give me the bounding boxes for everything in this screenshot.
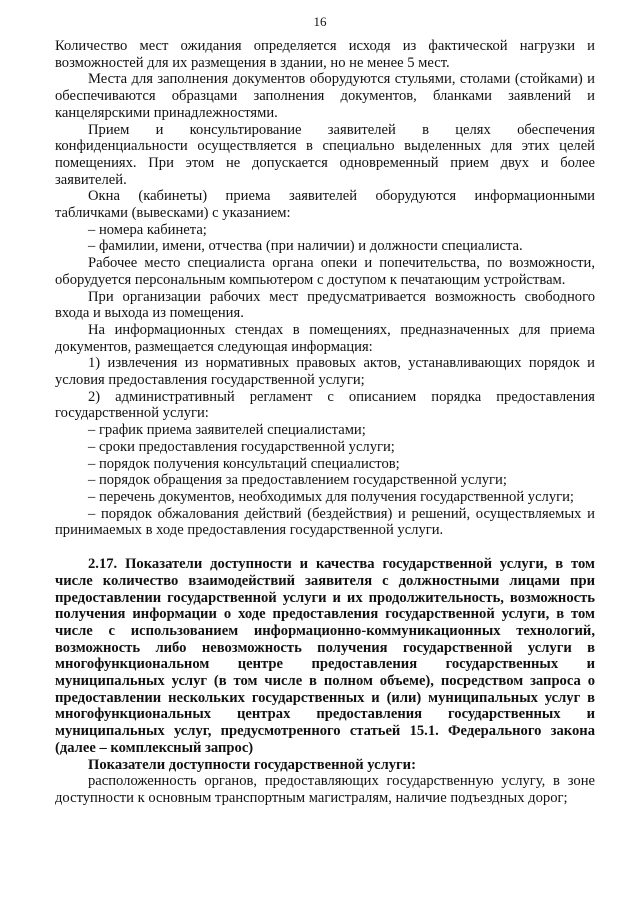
- body-paragraph: Количество мест ожидания определяется исходя из фактической нагрузки и возможностей для их размещения в здании, но не менее 5 мест.: [55, 38, 595, 71]
- body-paragraph: Места для заполнения документов оборудуются стульями, столами (стойками) и обеспечиваются образцами заполнения документов, бланками заявлений и канцелярскими принадлежностями.: [55, 71, 595, 121]
- body-paragraph: – номера кабинета;: [88, 221, 207, 238]
- body-paragraph: – сроки предоставления государственной услуги;: [88, 438, 395, 455]
- body-paragraph: 2) административный регламент с описанием порядка предоставления государственной услуги:: [55, 388, 595, 422]
- page-number: 16: [313, 14, 327, 29]
- body-paragraph: расположенность органов, предоставляющих государственную услугу, в зоне доступности к основным транспортным магистралям, наличие подъездных дорог;: [55, 773, 595, 806]
- body-paragraph: – перечень документов, необходимых для получения государственной услуги;: [88, 488, 574, 505]
- body-paragraph: Рабочее место специалиста органа опеки и попечительства, по возможности, оборудуется персональным компьютером с доступом к печатающим устройствам.: [55, 255, 595, 288]
- body-paragraph: На информационных стендах в помещениях, предназначенных для приема документов, размещается следующая информация:: [55, 321, 595, 355]
- section-heading-paragraph: 2.17. Показатели доступности и качества государственной услуги, в том числе количество взаимодействий заявителя с должностными лицами при предоставлении государственной услуги и их продолжительность, возможность получения информации о ходе предоставления государственной услуги, в том числе с использованием информационно-коммуникационных технологий, возможность либо невозможность получения государственной услуги в многофункциональном центре предоставления государственных и муниципальных услуг (в том числе в полном объеме), посредством запроса о предоставлении нескольких государственных и (или) муниципальных услуг в многофункциональных центрах предоставления государственных и муниципальных услуг, предусмотренного статьей 15.1. Федерального закона (далее – комплексный запрос): [55, 556, 595, 756]
- body-paragraph: – порядок обращения за предоставлением государственной услуги;: [88, 472, 507, 489]
- body-paragraph: – график приема заявителей специалистами;: [88, 422, 366, 439]
- body-paragraph: При организации рабочих мест предусматривается возможность свободного входа и выхода из помещения.: [55, 288, 595, 322]
- body-paragraph: – порядок обжалования действий (бездействия) и решений, осуществляемых и принимаемых в ходе предоставления государственной услуги.: [55, 505, 595, 539]
- body-paragraph: Окна (кабинеты) приема заявителей оборудуются информационными табличками (вывесками) с указанием:: [55, 188, 595, 222]
- body-paragraph: – порядок получения консультаций специалистов;: [88, 455, 400, 472]
- document-body: [55, 38, 595, 807]
- body-paragraph: Прием и консультирование заявителей в целях обеспечения конфиденциальности осуществляется в специально выделенных для этих целей помещениях. При этом не допускается одновременный прием двух и более заявителей.: [55, 121, 595, 188]
- body-paragraph: 1) извлечения из нормативных правовых актов, устанавливающих порядок и условия предоставления государственной услуги;: [55, 355, 595, 389]
- section-heading-paragraph: Показатели доступности государственной услуги:: [88, 756, 416, 773]
- body-paragraph: – фамилии, имени, отчества (при наличии) и должности специалиста.: [88, 238, 523, 255]
